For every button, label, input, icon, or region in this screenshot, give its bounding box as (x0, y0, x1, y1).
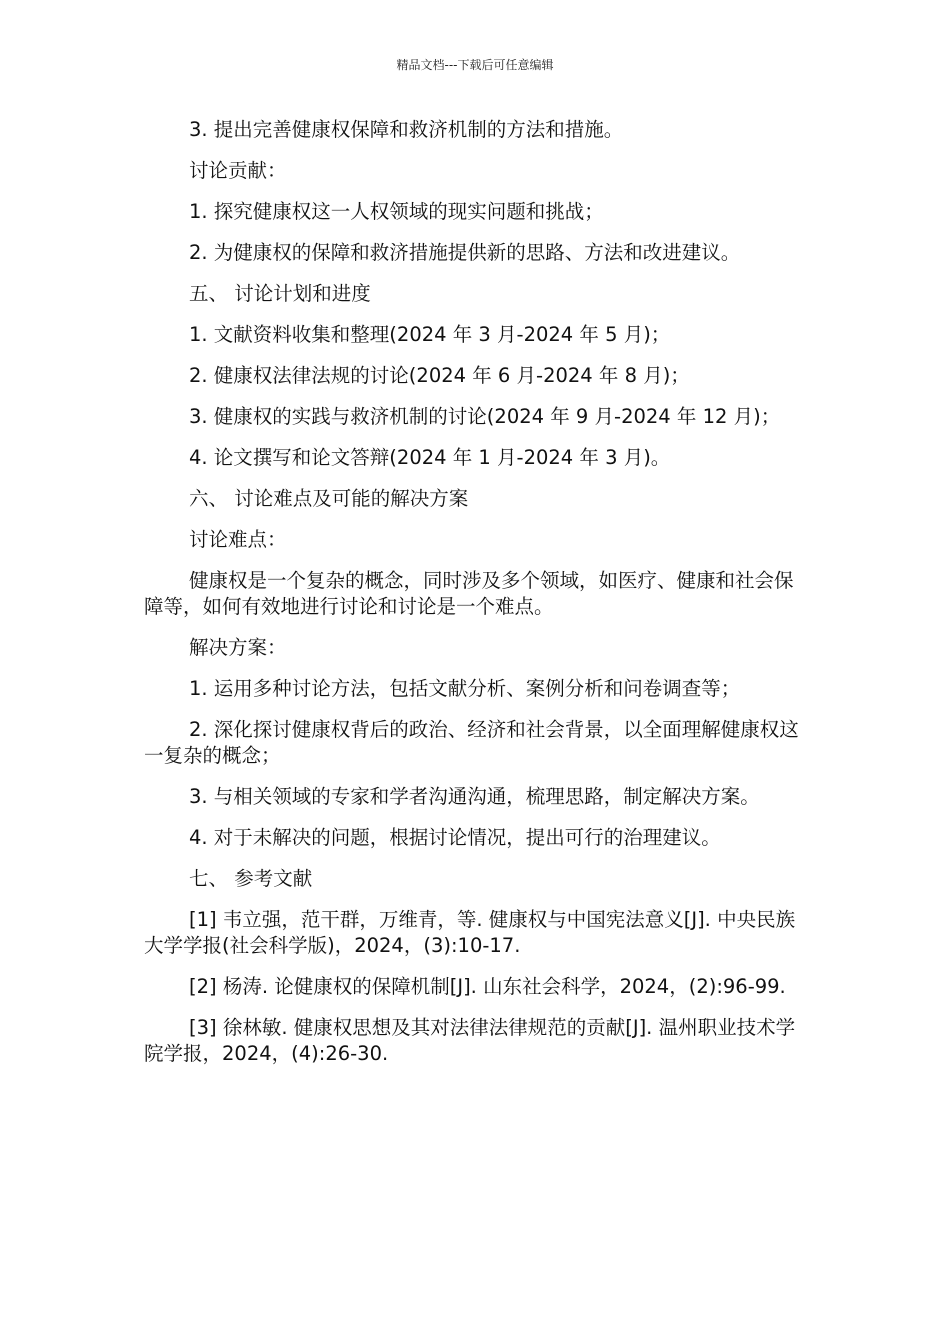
heading-difficulties: 讨论难点： (189, 528, 287, 551)
page-header: 精品文档---下载后可任意编辑 (396, 58, 554, 72)
document-body (144, 117, 800, 1082)
heading-contribution: 讨论贡献： (189, 159, 287, 182)
reference-item-3: [3] 徐林敏. 健康权思想及其对法律法律规范的贡献[J]. 温州职业技术学院学报，2024，(4):26-30. (144, 1016, 796, 1065)
reference-item-1: [1] 韦立强，范干群，万维青，等. 健康权与中国宪法意义[J]. 中央民族大学学报(社会科学版)，2024，(3):10-17. (144, 908, 796, 957)
paragraph-solution-item-1: 1. 运用多种讨论方法，包括文献分析、案例分析和问卷调查等； (189, 677, 741, 700)
section-heading-7: 七、 参考文献 (189, 867, 313, 890)
paragraph-contribution-item-1: 1. 探究健康权这一人权领域的现实问题和挑战； (189, 200, 604, 223)
heading-solutions: 解决方案： (189, 636, 287, 659)
paragraph-plan-item-2: 2. 健康权法律法规的讨论(2024 年 6 月-2024 年 8 月)； (189, 364, 690, 387)
paragraph-plan-item-3: 3. 健康权的实践与救济机制的讨论(2024 年 9 月-2024 年 12 月)； (189, 405, 781, 428)
paragraph-plan-item-1: 1. 文献资料收集和整理(2024 年 3 月-2024 年 5 月)； (189, 323, 671, 346)
paragraph-solution-item-4: 4. 对于未解决的问题，根据讨论情况，提出可行的治理建议。 (189, 826, 721, 849)
section-heading-6: 六、 讨论难点及可能的解决方案 (189, 487, 469, 510)
paragraph-solution-item-3: 3. 与相关领域的专家和学者沟通沟通，梳理思路，制定解决方案。 (189, 785, 760, 808)
reference-item-2: [2] 杨涛. 论健康权的保障机制[J]. 山东社会科学，2024，(2):96-99. (189, 975, 786, 998)
paragraph-method-item-3: 3. 提出完善健康权保障和救济机制的方法和措施。 (189, 118, 624, 141)
section-heading-5: 五、 讨论计划和进度 (189, 282, 371, 305)
paragraph-solution-item-2: 2. 深化探讨健康权背后的政治、经济和社会背景，以全面理解健康权这一复杂的概念； (144, 718, 799, 767)
paragraph-difficulties: 健康权是一个复杂的概念，同时涉及多个领域，如医疗、健康和社会保障等，如何有效地进行讨论和讨论是一个难点。 (144, 569, 794, 618)
paragraph-contribution-item-2: 2. 为健康权的保障和救济措施提供新的思路、方法和改进建议。 (189, 241, 741, 264)
paragraph-plan-item-4: 4. 论文撰写和论文答辩(2024 年 1 月-2024 年 3 月)。 (189, 446, 671, 469)
